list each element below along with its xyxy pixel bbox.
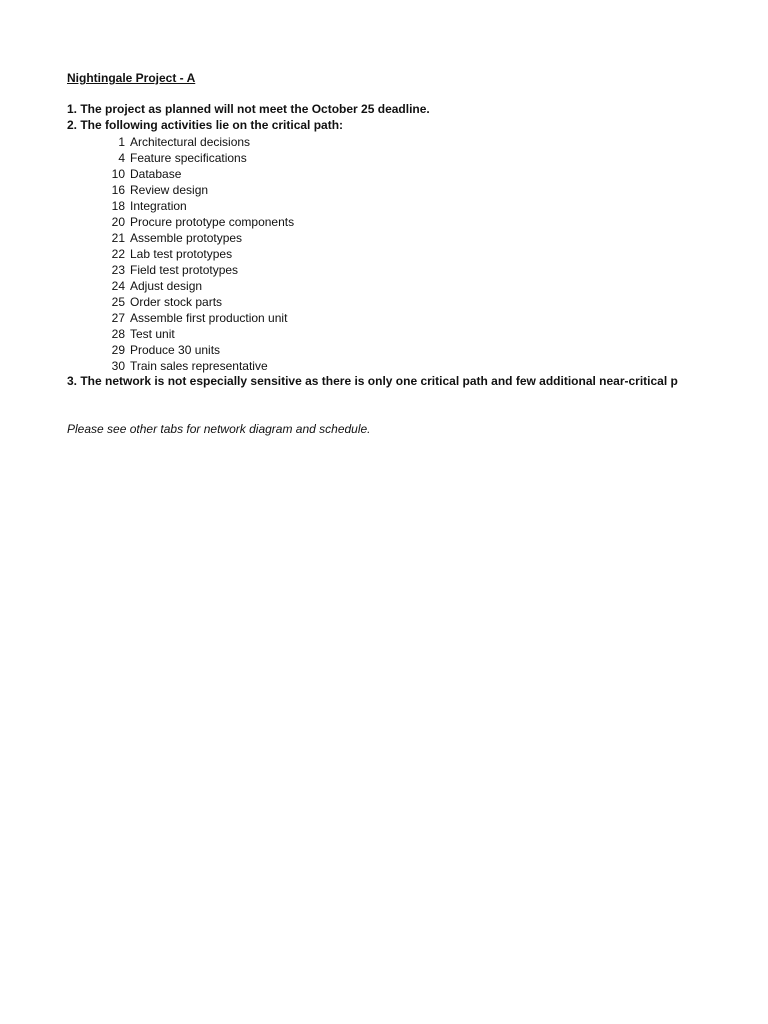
activity-number: 16 bbox=[111, 183, 125, 197]
list-item bbox=[67, 310, 667, 326]
activity-number: 21 bbox=[111, 231, 125, 245]
page-title: Nightingale Project - A bbox=[67, 71, 196, 85]
activity-name: Feature specifications bbox=[130, 151, 247, 165]
activity-name: Order stock parts bbox=[130, 295, 223, 309]
activity-name: Produce 30 units bbox=[130, 343, 221, 357]
list-item bbox=[67, 262, 667, 278]
list-item bbox=[67, 278, 667, 294]
list-item bbox=[67, 294, 667, 310]
activity-number: 23 bbox=[111, 263, 125, 277]
activity-name: Review design bbox=[130, 183, 209, 197]
activity-number: 29 bbox=[111, 343, 125, 357]
finding-critical-path: 2. The following activities lie on the critical path: bbox=[67, 118, 344, 132]
list-item bbox=[67, 198, 667, 214]
footnote: Please see other tabs for network diagram and schedule. bbox=[67, 422, 371, 436]
activity-name: Architectural decisions bbox=[130, 135, 251, 149]
list-item bbox=[67, 182, 667, 198]
activity-number: 27 bbox=[111, 311, 125, 325]
activity-name: Field test prototypes bbox=[130, 263, 239, 277]
list-item bbox=[67, 230, 667, 246]
list-item bbox=[67, 358, 667, 374]
activity-name: Procure prototype components bbox=[130, 215, 295, 229]
critical-path-activity-list bbox=[67, 134, 667, 374]
activity-number: 4 bbox=[118, 151, 125, 165]
list-item bbox=[67, 326, 667, 342]
activity-name: Assemble first production unit bbox=[130, 311, 288, 325]
activity-name: Lab test prototypes bbox=[130, 247, 233, 261]
list-item bbox=[67, 134, 667, 150]
activity-number: 25 bbox=[111, 295, 125, 309]
activity-name: Test unit bbox=[130, 327, 175, 341]
list-item bbox=[67, 166, 667, 182]
activity-number: 1 bbox=[118, 135, 125, 149]
list-item bbox=[67, 246, 667, 262]
activity-name: Database bbox=[130, 167, 182, 181]
list-item bbox=[67, 342, 667, 358]
activity-number: 24 bbox=[111, 279, 125, 293]
list-item bbox=[67, 150, 667, 166]
activity-name: Adjust design bbox=[130, 279, 203, 293]
finding-sensitivity: 3. The network is not especially sensitive as there is only one critical path and few additional near-critical p bbox=[67, 374, 678, 388]
activity-number: 18 bbox=[111, 199, 125, 213]
activity-name: Assemble prototypes bbox=[130, 231, 243, 245]
list-item bbox=[67, 214, 667, 230]
activity-name: Train sales representative bbox=[130, 359, 268, 373]
activity-number: 20 bbox=[111, 215, 125, 229]
activity-number: 10 bbox=[111, 167, 125, 181]
activity-number: 28 bbox=[111, 327, 125, 341]
activity-number: 22 bbox=[111, 247, 125, 261]
activity-name: Integration bbox=[130, 199, 187, 213]
activity-number: 30 bbox=[111, 359, 125, 373]
finding-deadline: 1. The project as planned will not meet the October 25 deadline. bbox=[67, 102, 430, 116]
